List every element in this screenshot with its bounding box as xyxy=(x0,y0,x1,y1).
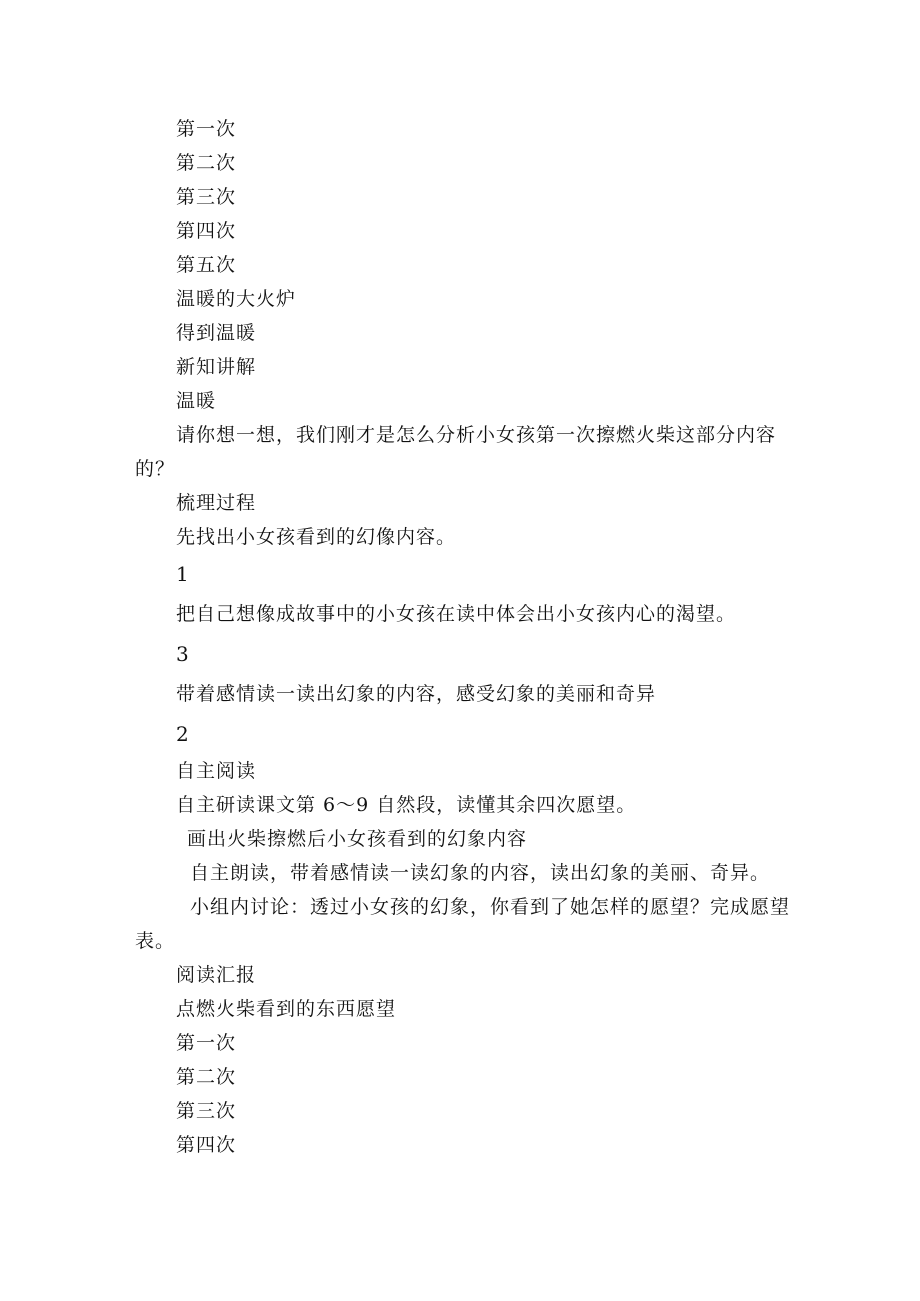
document-body xyxy=(135,112,795,1162)
step-number: 2 xyxy=(176,722,190,746)
text-line: 第五次 xyxy=(176,254,237,276)
text-line: 自主研读课文第 6～9 自然段，读懂其余四次愿望。 xyxy=(176,794,637,816)
text-line: 把自己想像成故事中的小女孩在读中体会出小女孩内心的渴望。 xyxy=(176,603,737,625)
text-line: 第一次 xyxy=(176,1032,237,1054)
text-line: 温暖 xyxy=(176,390,217,412)
paragraph-continuation: 表。 xyxy=(135,930,176,952)
text-line: 自主朗读，带着感情读一读幻象的内容，读出幻象的美丽、奇异。 xyxy=(190,862,771,884)
text-line: 先找出小女孩看到的幻像内容。 xyxy=(176,526,457,548)
text-line: 第三次 xyxy=(176,1100,237,1122)
step-number: 3 xyxy=(176,642,190,666)
text-line: 第三次 xyxy=(176,186,237,208)
text-line: 第四次 xyxy=(176,1134,237,1156)
text-line: 温暖的大火炉 xyxy=(176,288,297,310)
step-number: 1 xyxy=(176,562,190,586)
text-line: 第一次 xyxy=(176,118,237,140)
section-heading: 梳理过程 xyxy=(176,492,257,514)
section-heading: 自主阅读 xyxy=(176,760,257,782)
text-line: 新知讲解 xyxy=(176,356,257,378)
text-line: 得到温暖 xyxy=(176,322,257,344)
paragraph-line: 小组内讨论：透过小女孩的幻象，你看到了她怎样的愿望？完成愿望 xyxy=(190,896,791,918)
table-header-line: 点燃火柴看到的东西愿望 xyxy=(176,998,397,1020)
text-line: 画出火柴擦燃后小女孩看到的幻象内容 xyxy=(187,828,528,850)
text-line: 带着感情读一读出幻象的内容，感受幻象的美丽和奇异 xyxy=(176,683,657,705)
paragraph-line: 请你想一想，我们刚才是怎么分析小女孩第一次擦燃火柴这部分内容 xyxy=(176,424,777,446)
paragraph-continuation: 的？ xyxy=(135,458,176,480)
section-heading: 阅读汇报 xyxy=(176,964,257,986)
text-line: 第二次 xyxy=(176,1066,237,1088)
text-line: 第二次 xyxy=(176,152,237,174)
text-line: 第四次 xyxy=(176,220,237,242)
